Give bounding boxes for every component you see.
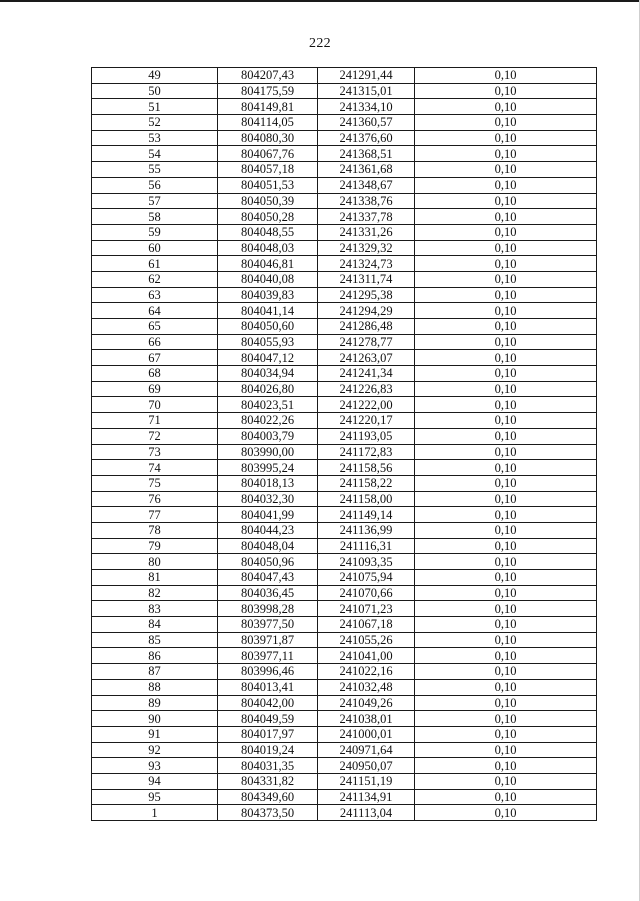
x-coordinate-cell: 804047,43 (218, 570, 318, 586)
table-row (92, 460, 597, 476)
x-coordinate-cell: 804050,28 (218, 209, 318, 225)
point-number-cell: 1 (92, 805, 218, 821)
accuracy-cell: 0,10 (415, 271, 597, 287)
y-coordinate-cell: 241116,31 (318, 538, 415, 554)
x-coordinate-cell: 804067,76 (218, 146, 318, 162)
accuracy-cell: 0,10 (415, 350, 597, 366)
y-coordinate-cell: 241368,51 (318, 146, 415, 162)
table-row (92, 287, 597, 303)
table-row (92, 664, 597, 680)
x-coordinate-cell: 804013,41 (218, 679, 318, 695)
x-coordinate-cell: 804039,83 (218, 287, 318, 303)
table-row (92, 209, 597, 225)
point-number-cell: 76 (92, 491, 218, 507)
y-coordinate-cell: 241329,32 (318, 240, 415, 256)
x-coordinate-cell: 804207,43 (218, 68, 318, 84)
accuracy-cell: 0,10 (415, 805, 597, 821)
accuracy-cell: 0,10 (415, 83, 597, 99)
point-number-cell: 68 (92, 366, 218, 382)
y-coordinate-cell: 241093,35 (318, 554, 415, 570)
accuracy-cell: 0,10 (415, 381, 597, 397)
y-coordinate-cell: 241294,29 (318, 303, 415, 319)
accuracy-cell: 0,10 (415, 538, 597, 554)
y-coordinate-cell: 241049,26 (318, 695, 415, 711)
point-number-cell: 81 (92, 570, 218, 586)
table-row (92, 99, 597, 115)
table-row (92, 711, 597, 727)
point-number-cell: 90 (92, 711, 218, 727)
point-number-cell: 94 (92, 773, 218, 789)
table-row (92, 538, 597, 554)
table-row (92, 789, 597, 805)
table-row (92, 491, 597, 507)
table-row (92, 507, 597, 523)
accuracy-cell: 0,10 (415, 789, 597, 805)
point-number-cell: 75 (92, 475, 218, 491)
y-coordinate-cell: 241337,78 (318, 209, 415, 225)
x-coordinate-cell: 804050,96 (218, 554, 318, 570)
accuracy-cell: 0,10 (415, 726, 597, 742)
x-coordinate-cell: 803977,11 (218, 648, 318, 664)
table-row (92, 319, 597, 335)
y-coordinate-cell: 241263,07 (318, 350, 415, 366)
accuracy-cell: 0,10 (415, 115, 597, 131)
accuracy-cell: 0,10 (415, 413, 597, 429)
table-row (92, 428, 597, 444)
x-coordinate-cell: 804041,14 (218, 303, 318, 319)
x-coordinate-cell: 804080,30 (218, 130, 318, 146)
x-coordinate-cell: 804050,60 (218, 319, 318, 335)
table-row (92, 68, 597, 84)
table-row (92, 350, 597, 366)
y-coordinate-cell: 241376,60 (318, 130, 415, 146)
point-number-cell: 66 (92, 334, 218, 350)
scan-border-top (0, 0, 640, 2)
y-coordinate-cell: 241241,34 (318, 366, 415, 382)
x-coordinate-cell: 804046,81 (218, 256, 318, 272)
accuracy-cell: 0,10 (415, 758, 597, 774)
accuracy-cell: 0,10 (415, 773, 597, 789)
table-row (92, 695, 597, 711)
accuracy-cell: 0,10 (415, 130, 597, 146)
accuracy-cell: 0,10 (415, 193, 597, 209)
point-number-cell: 85 (92, 632, 218, 648)
y-coordinate-cell: 241226,83 (318, 381, 415, 397)
point-number-cell: 61 (92, 256, 218, 272)
x-coordinate-cell: 804149,81 (218, 99, 318, 115)
accuracy-cell: 0,10 (415, 397, 597, 413)
y-coordinate-cell: 241278,77 (318, 334, 415, 350)
accuracy-cell: 0,10 (415, 209, 597, 225)
point-number-cell: 53 (92, 130, 218, 146)
accuracy-cell: 0,10 (415, 68, 597, 84)
x-coordinate-cell: 804044,23 (218, 522, 318, 538)
point-number-cell: 57 (92, 193, 218, 209)
accuracy-cell: 0,10 (415, 162, 597, 178)
x-coordinate-cell: 803977,50 (218, 617, 318, 633)
y-coordinate-cell: 240950,07 (318, 758, 415, 774)
y-coordinate-cell: 241070,66 (318, 585, 415, 601)
x-coordinate-cell: 804114,05 (218, 115, 318, 131)
table-row (92, 679, 597, 695)
y-coordinate-cell: 241151,19 (318, 773, 415, 789)
coordinates-table-body (92, 68, 597, 821)
table-row (92, 585, 597, 601)
table-row (92, 146, 597, 162)
accuracy-cell: 0,10 (415, 507, 597, 523)
point-number-cell: 59 (92, 224, 218, 240)
table-row (92, 773, 597, 789)
accuracy-cell: 0,10 (415, 224, 597, 240)
x-coordinate-cell: 804050,39 (218, 193, 318, 209)
accuracy-cell: 0,10 (415, 146, 597, 162)
point-number-cell: 56 (92, 177, 218, 193)
point-number-cell: 86 (92, 648, 218, 664)
point-number-cell: 77 (92, 507, 218, 523)
accuracy-cell: 0,10 (415, 334, 597, 350)
table-row (92, 224, 597, 240)
point-number-cell: 78 (92, 522, 218, 538)
x-coordinate-cell: 804047,12 (218, 350, 318, 366)
y-coordinate-cell: 241222,00 (318, 397, 415, 413)
table-row (92, 303, 597, 319)
x-coordinate-cell: 804018,13 (218, 475, 318, 491)
y-coordinate-cell: 241315,01 (318, 83, 415, 99)
point-number-cell: 55 (92, 162, 218, 178)
table-row (92, 381, 597, 397)
y-coordinate-cell: 241038,01 (318, 711, 415, 727)
y-coordinate-cell: 241158,22 (318, 475, 415, 491)
point-number-cell: 84 (92, 617, 218, 633)
accuracy-cell: 0,10 (415, 366, 597, 382)
y-coordinate-cell: 241041,00 (318, 648, 415, 664)
accuracy-cell: 0,10 (415, 554, 597, 570)
y-coordinate-cell: 241361,68 (318, 162, 415, 178)
x-coordinate-cell: 804349,60 (218, 789, 318, 805)
y-coordinate-cell: 241022,16 (318, 664, 415, 680)
y-coordinate-cell: 241324,73 (318, 256, 415, 272)
y-coordinate-cell: 241134,91 (318, 789, 415, 805)
table-row (92, 726, 597, 742)
point-number-cell: 83 (92, 601, 218, 617)
point-number-cell: 49 (92, 68, 218, 84)
point-number-cell: 72 (92, 428, 218, 444)
x-coordinate-cell: 804041,99 (218, 507, 318, 523)
page-number: 222 (309, 36, 331, 51)
point-number-cell: 74 (92, 460, 218, 476)
table-row (92, 413, 597, 429)
table-row (92, 256, 597, 272)
table-row (92, 475, 597, 491)
x-coordinate-cell: 804373,50 (218, 805, 318, 821)
accuracy-cell: 0,10 (415, 460, 597, 476)
x-coordinate-cell: 803971,87 (218, 632, 318, 648)
accuracy-cell: 0,10 (415, 695, 597, 711)
table-row (92, 177, 597, 193)
point-number-cell: 71 (92, 413, 218, 429)
y-coordinate-cell: 241113,04 (318, 805, 415, 821)
point-number-cell: 62 (92, 271, 218, 287)
y-coordinate-cell: 241311,74 (318, 271, 415, 287)
y-coordinate-cell: 241295,38 (318, 287, 415, 303)
table-row (92, 83, 597, 99)
accuracy-cell: 0,10 (415, 522, 597, 538)
point-number-cell: 91 (92, 726, 218, 742)
y-coordinate-cell: 241172,83 (318, 444, 415, 460)
x-coordinate-cell: 804042,00 (218, 695, 318, 711)
x-coordinate-cell: 804048,03 (218, 240, 318, 256)
x-coordinate-cell: 804055,93 (218, 334, 318, 350)
point-number-cell: 64 (92, 303, 218, 319)
accuracy-cell: 0,10 (415, 444, 597, 460)
table-row (92, 570, 597, 586)
accuracy-cell: 0,10 (415, 287, 597, 303)
point-number-cell: 54 (92, 146, 218, 162)
x-coordinate-cell: 804048,04 (218, 538, 318, 554)
x-coordinate-cell: 804019,24 (218, 742, 318, 758)
y-coordinate-cell: 241055,26 (318, 632, 415, 648)
y-coordinate-cell: 241286,48 (318, 319, 415, 335)
y-coordinate-cell: 241220,17 (318, 413, 415, 429)
accuracy-cell: 0,10 (415, 240, 597, 256)
point-number-cell: 80 (92, 554, 218, 570)
y-coordinate-cell: 241136,99 (318, 522, 415, 538)
y-coordinate-cell: 241000,01 (318, 726, 415, 742)
point-number-cell: 52 (92, 115, 218, 131)
accuracy-cell: 0,10 (415, 742, 597, 758)
y-coordinate-cell: 240971,64 (318, 742, 415, 758)
x-coordinate-cell: 804026,80 (218, 381, 318, 397)
x-coordinate-cell: 803998,28 (218, 601, 318, 617)
point-number-cell: 89 (92, 695, 218, 711)
y-coordinate-cell: 241334,10 (318, 99, 415, 115)
x-coordinate-cell: 803995,24 (218, 460, 318, 476)
x-coordinate-cell: 804057,18 (218, 162, 318, 178)
accuracy-cell: 0,10 (415, 632, 597, 648)
table-row (92, 617, 597, 633)
x-coordinate-cell: 804034,94 (218, 366, 318, 382)
accuracy-cell: 0,10 (415, 664, 597, 680)
accuracy-cell: 0,10 (415, 648, 597, 664)
accuracy-cell: 0,10 (415, 711, 597, 727)
x-coordinate-cell: 804051,53 (218, 177, 318, 193)
y-coordinate-cell: 241032,48 (318, 679, 415, 695)
y-coordinate-cell: 241067,18 (318, 617, 415, 633)
x-coordinate-cell: 804022,26 (218, 413, 318, 429)
x-coordinate-cell: 803996,46 (218, 664, 318, 680)
table-row (92, 130, 597, 146)
table-row (92, 742, 597, 758)
point-number-cell: 58 (92, 209, 218, 225)
x-coordinate-cell: 804049,59 (218, 711, 318, 727)
table-row (92, 162, 597, 178)
table-row (92, 444, 597, 460)
x-coordinate-cell: 804017,97 (218, 726, 318, 742)
y-coordinate-cell: 241331,26 (318, 224, 415, 240)
x-coordinate-cell: 804031,35 (218, 758, 318, 774)
accuracy-cell: 0,10 (415, 256, 597, 272)
table-row (92, 632, 597, 648)
table-row (92, 805, 597, 821)
point-number-cell: 65 (92, 319, 218, 335)
table-row (92, 193, 597, 209)
y-coordinate-cell: 241360,57 (318, 115, 415, 131)
table-row (92, 601, 597, 617)
x-coordinate-cell: 804023,51 (218, 397, 318, 413)
x-coordinate-cell: 804003,79 (218, 428, 318, 444)
y-coordinate-cell: 241291,44 (318, 68, 415, 84)
point-number-cell: 67 (92, 350, 218, 366)
point-number-cell: 92 (92, 742, 218, 758)
x-coordinate-cell: 804040,08 (218, 271, 318, 287)
coordinates-table (91, 67, 597, 821)
x-coordinate-cell: 804032,30 (218, 491, 318, 507)
table-row (92, 366, 597, 382)
point-number-cell: 63 (92, 287, 218, 303)
table-row (92, 397, 597, 413)
table-row (92, 522, 597, 538)
table-row (92, 240, 597, 256)
point-number-cell: 95 (92, 789, 218, 805)
x-coordinate-cell: 804048,55 (218, 224, 318, 240)
y-coordinate-cell: 241348,67 (318, 177, 415, 193)
x-coordinate-cell: 803990,00 (218, 444, 318, 460)
table-row (92, 115, 597, 131)
table-row (92, 271, 597, 287)
table-row (92, 334, 597, 350)
y-coordinate-cell: 241158,56 (318, 460, 415, 476)
accuracy-cell: 0,10 (415, 303, 597, 319)
y-coordinate-cell: 241338,76 (318, 193, 415, 209)
accuracy-cell: 0,10 (415, 617, 597, 633)
point-number-cell: 70 (92, 397, 218, 413)
y-coordinate-cell: 241149,14 (318, 507, 415, 523)
point-number-cell: 82 (92, 585, 218, 601)
accuracy-cell: 0,10 (415, 99, 597, 115)
point-number-cell: 51 (92, 99, 218, 115)
point-number-cell: 73 (92, 444, 218, 460)
x-coordinate-cell: 804175,59 (218, 83, 318, 99)
x-coordinate-cell: 804331,82 (218, 773, 318, 789)
y-coordinate-cell: 241158,00 (318, 491, 415, 507)
accuracy-cell: 0,10 (415, 570, 597, 586)
accuracy-cell: 0,10 (415, 428, 597, 444)
point-number-cell: 60 (92, 240, 218, 256)
y-coordinate-cell: 241071,23 (318, 601, 415, 617)
accuracy-cell: 0,10 (415, 319, 597, 335)
y-coordinate-cell: 241193,05 (318, 428, 415, 444)
table-row (92, 648, 597, 664)
accuracy-cell: 0,10 (415, 585, 597, 601)
table-row (92, 758, 597, 774)
accuracy-cell: 0,10 (415, 475, 597, 491)
y-coordinate-cell: 241075,94 (318, 570, 415, 586)
accuracy-cell: 0,10 (415, 679, 597, 695)
point-number-cell: 79 (92, 538, 218, 554)
x-coordinate-cell: 804036,45 (218, 585, 318, 601)
accuracy-cell: 0,10 (415, 491, 597, 507)
point-number-cell: 87 (92, 664, 218, 680)
table-row (92, 554, 597, 570)
point-number-cell: 88 (92, 679, 218, 695)
point-number-cell: 69 (92, 381, 218, 397)
point-number-cell: 50 (92, 83, 218, 99)
point-number-cell: 93 (92, 758, 218, 774)
accuracy-cell: 0,10 (415, 601, 597, 617)
accuracy-cell: 0,10 (415, 177, 597, 193)
